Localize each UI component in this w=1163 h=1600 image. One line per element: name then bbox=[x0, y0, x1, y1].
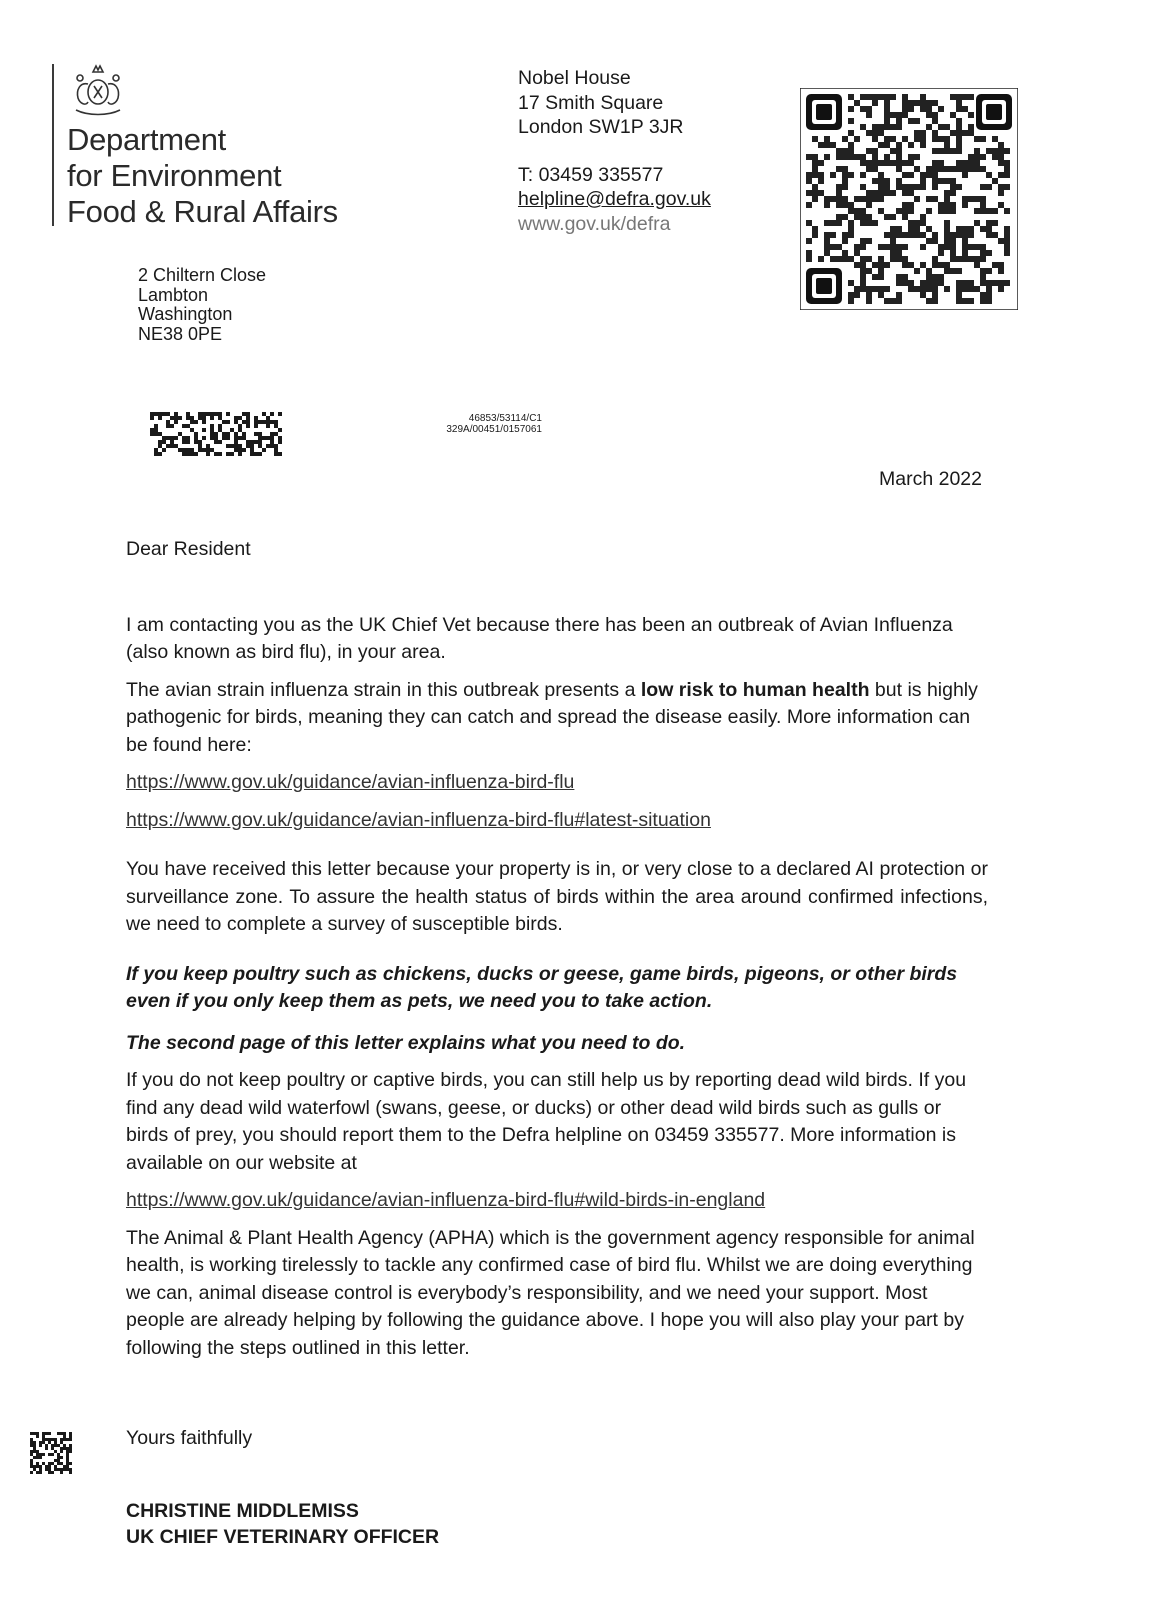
paragraph-risk bbox=[126, 677, 988, 760]
paragraph-apha: The Animal & Plant Health Agency (APHA) which is the government agency responsible for animal health, is working tirelessly to tackle any confirmed case of bird flu. Whilst we are doing everything we can, animal disease control is everybody’s responsibility, and we need your support. Most people are already helping by following the guidance above. I hope you will also play your part by following the steps outlined in this letter. bbox=[126, 1226, 975, 1359]
signatory-title: UK CHIEF VETERINARY OFFICER bbox=[126, 1526, 440, 1548]
sender-email-link[interactable]: helpline@defra.gov.uk bbox=[518, 188, 711, 210]
paragraph-second-page: The second page of this letter explains what you need to do. bbox=[126, 1031, 686, 1054]
reference-line-1: 46853/53114/C1 bbox=[468, 413, 542, 424]
reference-numbers bbox=[420, 413, 542, 435]
logo-line-2: for Environment bbox=[67, 158, 282, 193]
link-wild-birds-england[interactable]: https://www.gov.uk/guidance/avian-influenza-bird-flu#wild-birds-in-england bbox=[126, 1189, 766, 1211]
signatory-name: CHRISTINE MIDDLEMISS bbox=[126, 1500, 359, 1522]
risk-text-start: The avian strain influenza strain in this outbreak presents a bbox=[126, 678, 641, 701]
paragraph-zone: You have received this letter because your property is in, or very close to a declared AI protection or surveillance zone. To assure the health status of birds within the area around confirmed infections, we need to complete a survey of susceptible birds. bbox=[126, 858, 988, 935]
letter-date: March 2022 bbox=[879, 468, 982, 490]
risk-text-end: but is highly pathogenic for birds, meaning they can catch and spread the disease easily. More information can be found here: bbox=[126, 678, 978, 756]
royal-coat-of-arms-icon bbox=[66, 64, 130, 120]
letter-body bbox=[126, 536, 988, 1372]
link-latest-situation[interactable]: https://www.gov.uk/guidance/avian-influenza-bird-flu#latest-situation bbox=[126, 808, 711, 831]
logo-divider-rule bbox=[52, 64, 54, 226]
risk-text-bold: low risk to human health bbox=[640, 678, 870, 701]
recipient-line-1: 2 Chiltern Close bbox=[138, 265, 267, 285]
2d-barcode-icon bbox=[150, 412, 284, 458]
data-matrix-icon bbox=[30, 1432, 72, 1474]
sender-phone: T: 03459 335577 bbox=[518, 163, 664, 186]
closing-line: Yours faithfully bbox=[126, 1427, 253, 1449]
link-bird-flu-guidance[interactable]: https://www.gov.uk/guidance/avian-influenza-bird-flu bbox=[126, 771, 575, 793]
logo-line-3: Food & Rural Affairs bbox=[67, 194, 338, 229]
sender-line-1: Nobel House bbox=[518, 67, 631, 89]
recipient-address bbox=[138, 266, 266, 344]
logo-line-1: Department bbox=[67, 122, 226, 157]
sender-address bbox=[518, 66, 711, 236]
signature-block bbox=[126, 1498, 439, 1550]
sender-website[interactable]: www.gov.uk/defra bbox=[518, 212, 671, 235]
sender-line-2: 17 Smith Square bbox=[518, 91, 664, 114]
recipient-line-4: NE38 0PE bbox=[138, 323, 223, 344]
salutation: Dear Resident bbox=[126, 538, 251, 560]
paragraph-wild-birds: If you do not keep poultry or captive birds, you can still help us by reporting dead wild birds. If you find any dead wild waterfowl (swans, geese, or ducks) or other dead wild birds such as gulls or birds of prey, you should report them to the Defra helpline on 03459 335577. More information is available on our website at bbox=[126, 1069, 967, 1174]
sender-line-3: London SW1P 3JR bbox=[518, 116, 684, 138]
qr-code-icon bbox=[800, 88, 1018, 310]
recipient-line-3: Washington bbox=[138, 304, 233, 324]
paragraph-action-required: If you keep poultry such as chickens, ducks or geese, game birds, pigeons, or other birds even if you only keep them as pets, we need you to take action. bbox=[126, 962, 958, 1012]
paragraph-intro: I am contacting you as the UK Chief Vet because there has been an outbreak of Avian Influenza (also known as bird flu), in your area. bbox=[126, 613, 953, 663]
recipient-line-2: Lambton bbox=[138, 284, 209, 305]
reference-line-2: 329A/00451/0157061 bbox=[446, 424, 542, 435]
department-logo-text bbox=[67, 122, 338, 230]
